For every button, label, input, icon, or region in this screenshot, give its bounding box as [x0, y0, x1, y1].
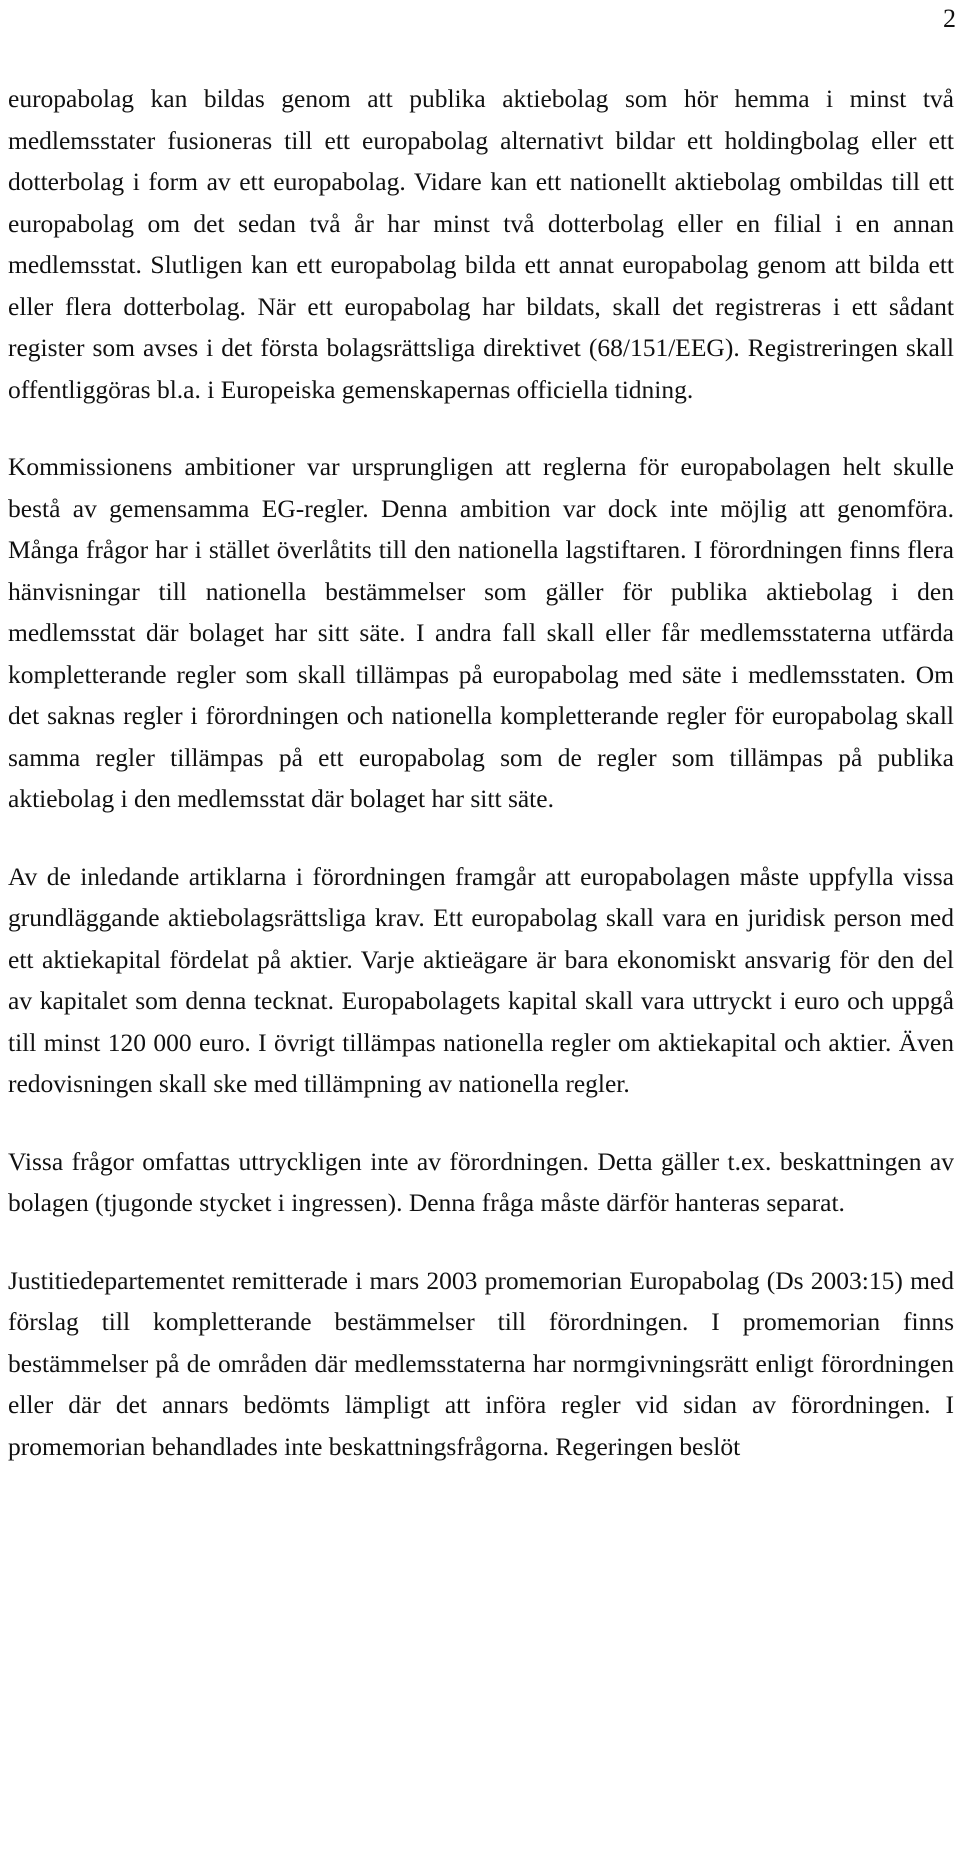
body-text: [8, 78, 954, 1467]
paragraph-taxation: Vissa frågor omfattas uttryckligen inte av förordningen. Detta gäller t.ex. beskattningen av bolagen (tjugonde stycket i ingressen). Denna fråga måste därför hanteras separat.: [8, 1146, 954, 1217]
paragraph-formation: europabolag kan bildas genom att publika aktiebolag som hör hemma i minst två medlemsstater fusioneras till ett europabolag alternativt bildar ett holdingbolag eller ett dotterbolag i form av ett europabolag. Vidare kan ett nationellt aktiebolag ombildas till ett europabolag om det sedan två år har minst två dotterbolag eller en filial i en annan medlemsstat. Slutligen kan ett europabolag bilda ett annat europabolag genom att bilda ett eller flera dotterbolag. När ett europabolag har bildats, skall det registreras i ett sådant register som avses i det första bolagsrättsliga direktivet (68/151/EEG). Registreringen skall offentliggöras bl.a. i Europeiska gemenskapernas officiella tidning.: [8, 84, 954, 404]
page-number: 2: [943, 4, 956, 33]
paragraph-memorandum: Justitiedepartementet remitterade i mars 2003 promemorian Europabolag (Ds 2003:15) med förslag till kompletterande bestämmelser till förordningen. I promemorian finns bestämmelser på de områden där medlemsstaterna har normgivningsrätt enligt förordningen eller där det annars bedömts lämpligt att införa regler vid sidan av förordningen. I promemorian behandlades inte beskattningsfrågorna. Regeringen beslöt: [8, 1265, 954, 1461]
paragraph-basic-requirements: Av de inledande artiklarna i förordningen framgår att europabolagen måste uppfylla vissa grundläggande aktiebolagsrättsliga krav. Ett europabolag skall vara en juridisk person med ett aktiekapital fördelat på aktier. Varje aktieägare är bara ekonomiskt ansvarig för den del av kapitalet som denna tecknat. Europabolagets kapital skall vara uttryckt i euro och uppgå till minst 120 000 euro. I övrigt tillämpas nationella regler om aktiekapital och aktier. Även redovisningen skall ske med tillämpning av nationella regler.: [8, 861, 954, 1098]
paragraph-commission-ambitions: Kommissionens ambitioner var ursprungligen att reglerna för europabolagen helt skulle bestå av gemensamma EG-regler. Denna ambition var dock inte möjlig att genomföra. Många frågor har i stället överlåtits till den nationella lagstiftaren. I förordningen finns flera hänvisningar till nationella bestämmelser som gäller för publika aktiebolag i den medlemsstat där bolaget har sitt säte. I andra fall skall eller får medlemsstaterna utfärda kompletterande regler som skall tillämpas på europabolag med säte i medlemsstaten. Om det saknas regler i förordningen och nationella kompletterande regler för europabolag skall samma regler tillämpas på ett europabolag som de regler som tillämpas på publika aktiebolag i den medlemsstat där bolaget har sitt säte.: [8, 452, 954, 813]
